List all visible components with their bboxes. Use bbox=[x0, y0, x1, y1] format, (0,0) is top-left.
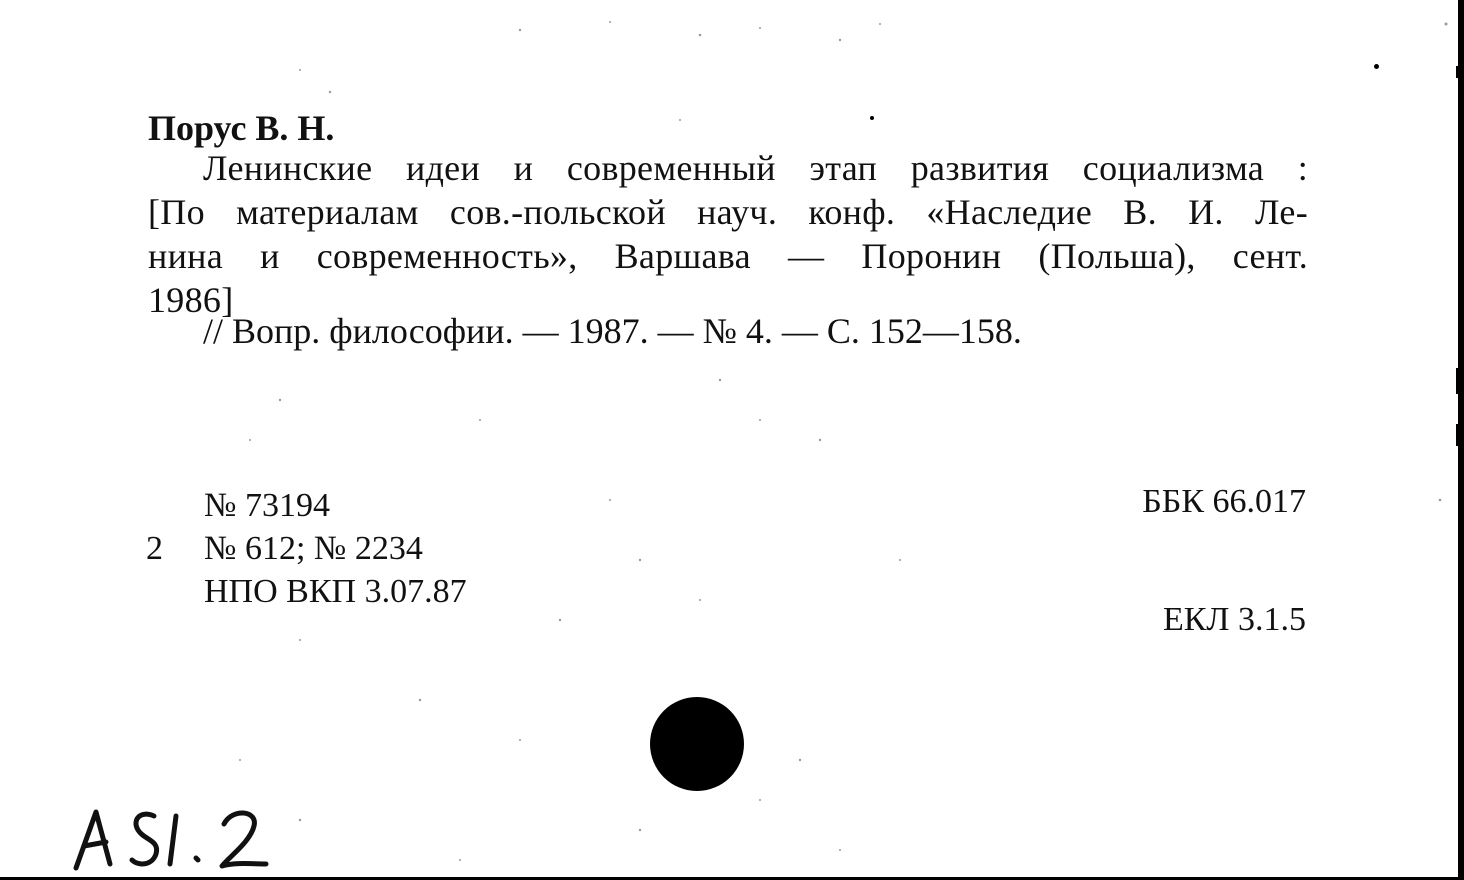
title-line: [По материалам сов.-польской науч. конф. «Наследие В. И. Ле- bbox=[148, 192, 1308, 232]
title-line: Ленинские идеи и современный этап развития социализма : bbox=[203, 148, 1308, 188]
punch-hole-icon bbox=[650, 697, 744, 791]
copy-count: 2 bbox=[146, 530, 163, 567]
processing-stamp: НПО ВКП 3.07.87 bbox=[204, 573, 467, 610]
row-prefix-empty bbox=[146, 484, 204, 527]
title-line: нина и современность», Варшава — Поронин (Польша), сент. bbox=[148, 236, 1308, 276]
accession-number: № 73194 bbox=[204, 487, 330, 524]
author: Порус В. Н. bbox=[148, 108, 335, 148]
number-row bbox=[146, 484, 467, 527]
source-reference: // Вопр. философии. — 1987. — № 4. — С. 152—158. bbox=[203, 311, 1022, 351]
card-right-edge bbox=[1458, 0, 1464, 880]
title-line: 1986] bbox=[148, 280, 234, 320]
accession-numbers bbox=[146, 484, 467, 613]
inventory-numbers: № 612; № 2234 bbox=[204, 530, 423, 567]
handwritten-shelf-mark bbox=[70, 790, 290, 880]
row-prefix-empty bbox=[146, 570, 204, 613]
number-row bbox=[146, 527, 467, 570]
number-row bbox=[146, 570, 467, 613]
title-block bbox=[148, 146, 1308, 322]
speck bbox=[1374, 64, 1379, 69]
bbk-classification: ББК 66.017 bbox=[1142, 483, 1306, 520]
speck bbox=[870, 116, 874, 120]
ekl-classification: ЕКЛ 3.1.5 bbox=[1162, 601, 1306, 638]
